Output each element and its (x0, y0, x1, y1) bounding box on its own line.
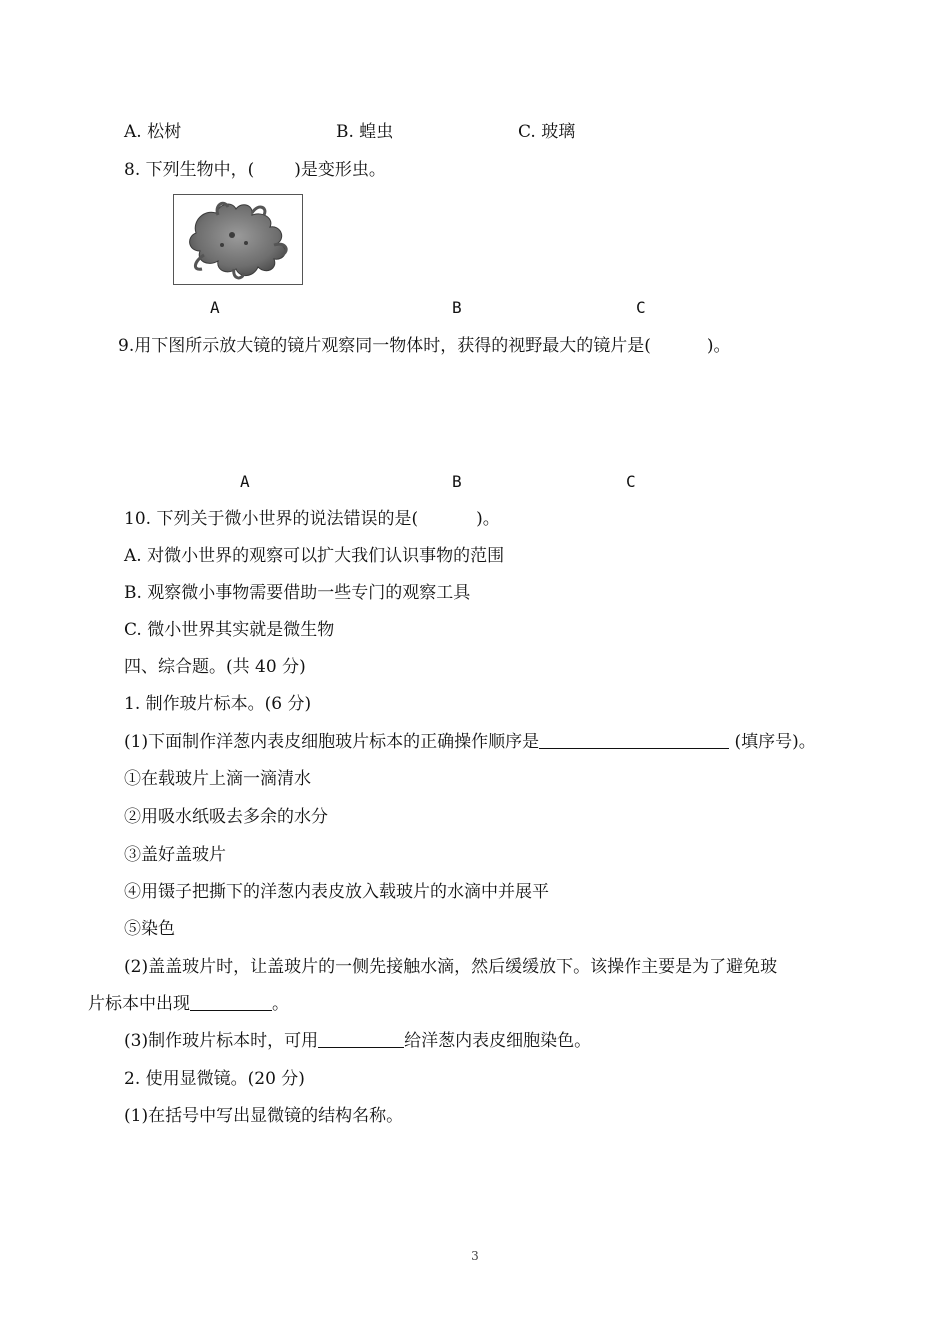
s4-q1-part2-text-before: 片标本中出现 (88, 994, 190, 1014)
s4-q1-part3-text-after: 给洋葱内表皮细胞染色。 (404, 1031, 592, 1051)
q8-text-before: 8. 下列生物中，( (124, 160, 255, 180)
q8-text-after: )是变形虫。 (294, 160, 386, 180)
q9-text-before: 9.用下图所示放大镜的镜片观察同一物体时，获得的视野最大的镜片是( (118, 336, 651, 356)
s4-q1-part2-line2 (88, 992, 289, 1016)
step-2: ②用吸水纸吸去多余的水分 (124, 807, 328, 827)
amoeba-image-a (173, 194, 303, 285)
q9-text-after: )。 (706, 336, 731, 356)
q7-option-b: B. 蝗虫 (336, 122, 394, 142)
q8-question (124, 158, 386, 182)
q10-option-c: C. 微小世界其实就是微生物 (124, 620, 335, 640)
s4-q2-title: 2. 使用显微镜。(20 分) (124, 1069, 305, 1089)
q10-question (124, 507, 500, 531)
section-4-title: 四、综合题。(共 40 分) (124, 657, 306, 677)
s4-q1-part3-text-before: (3)制作玻片标本时，可用 (124, 1031, 319, 1051)
s4-q1-part2-line1: (2)盖盖玻片时，让盖玻片的一侧先接触水滴，然后缓缓放下。该操作主要是为了避免玻 (124, 957, 778, 977)
q9-label-a: A (240, 472, 250, 491)
q8-label-b: B (452, 298, 462, 317)
q9-question (118, 334, 731, 358)
s4-q1-part1-text-before: (1)下面制作洋葱内表皮细胞玻片标本的正确操作顺序是 (124, 732, 540, 752)
page-number: 3 (471, 1249, 479, 1263)
s4-q1-part1-text-after: (填序号)。 (729, 732, 816, 752)
q10-text-before: 10. 下列关于微小世界的说法错误的是( (124, 509, 419, 529)
s4-q1-title: 1. 制作玻片标本。(6 分) (124, 694, 312, 714)
s4-q1-part1 (124, 730, 816, 754)
q8-label-a: A (210, 298, 220, 317)
q10-text-after: )。 (476, 509, 500, 529)
s4-q2-part1: (1)在括号中写出显微镜的结构名称。 (124, 1106, 404, 1126)
q9-label-c: C (626, 472, 636, 491)
s4-q1-part1-blank[interactable] (539, 730, 729, 749)
step-5: ⑤染色 (124, 919, 175, 939)
step-1: ①在载玻片上滴一滴清水 (124, 769, 311, 789)
q9-label-b: B (452, 472, 462, 491)
q10-option-b: B. 观察微小事物需要借助一些专门的观察工具 (124, 583, 471, 603)
q7-option-a: A. 松树 (124, 122, 182, 142)
q10-option-a: A. 对微小世界的观察可以扩大我们认识事物的范围 (124, 546, 505, 566)
q8-label-c: C (636, 298, 646, 317)
s4-q1-part2-text-after: 。 (272, 994, 289, 1014)
step-3: ③盖好盖玻片 (124, 845, 226, 865)
s4-q1-part3-blank[interactable] (318, 1029, 404, 1048)
s4-q1-part3 (124, 1029, 591, 1053)
step-4: ④用镊子把撕下的洋葱内表皮放入载玻片的水滴中并展平 (124, 882, 549, 902)
q7-option-c: C. 玻璃 (518, 122, 576, 142)
s4-q1-part2-blank[interactable] (190, 992, 272, 1011)
amoeba-figure-icon (174, 195, 302, 284)
